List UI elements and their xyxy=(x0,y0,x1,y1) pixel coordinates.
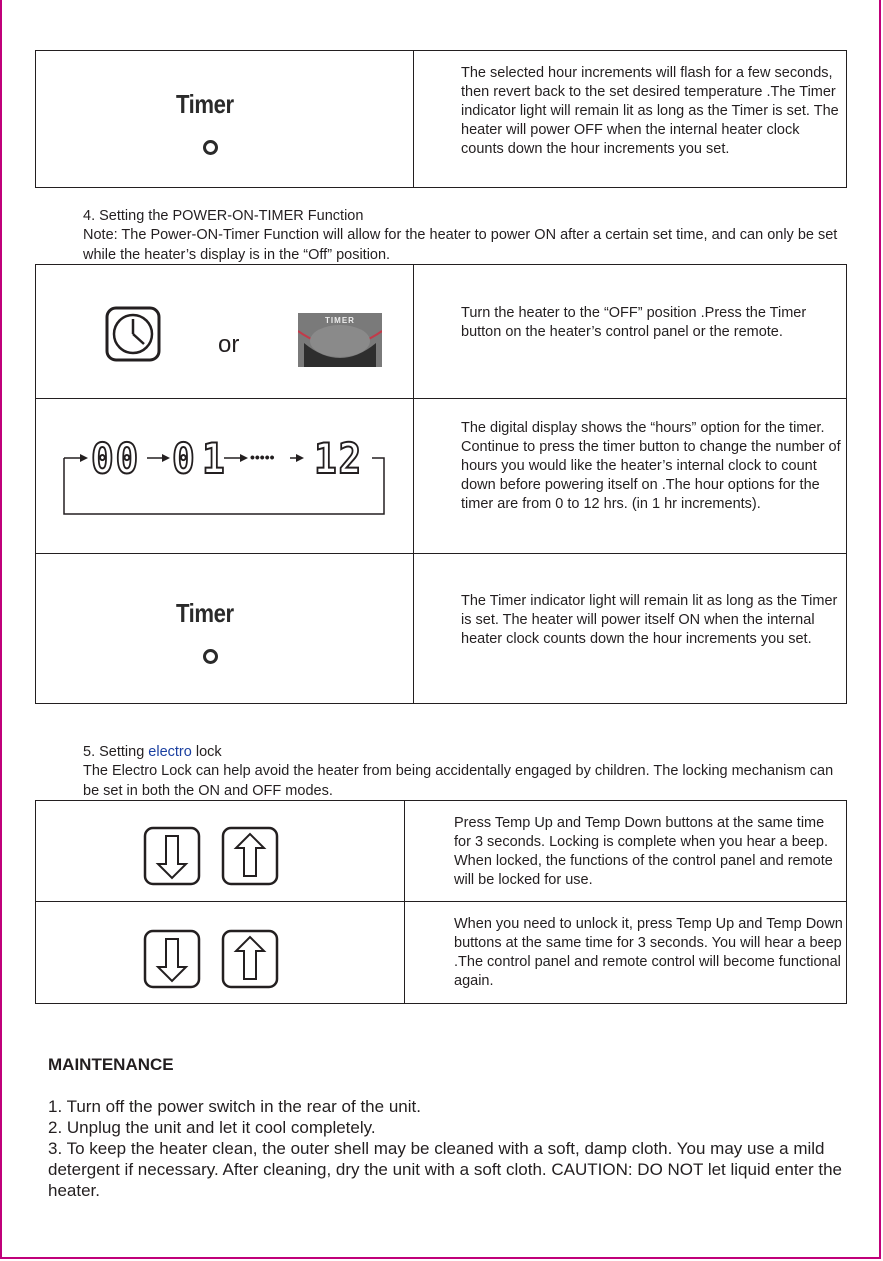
or-label: or xyxy=(218,331,240,358)
timer-off-description: The selected hour increments will flash for a few seconds, then revert back to the set desired temperature .The Timer indicator light will remain lit as long as the Timer is set. The heater will power OFF when the internal heater clock counts down the hour increments you set. xyxy=(461,65,839,157)
maintenance-list xyxy=(48,1096,858,1201)
display-value-12: 12 xyxy=(314,434,364,483)
temp-up-arrow-icon-2 xyxy=(221,929,279,989)
clock-icon xyxy=(105,306,161,362)
timer-display-sequence xyxy=(60,430,390,520)
temp-down-arrow-icon-2 xyxy=(143,929,201,989)
display-value-01: 01 xyxy=(172,434,232,483)
timer-button-label: TIMER xyxy=(325,316,355,325)
hours-option-description: The digital display shows the “hours” option for the timer. Continue to press the timer button to change the number of hours you would like the heater’s internal clock to count down before powering itself on .The hour options for the timer are from 0 to 12 hrs. (in 1 hr increments). xyxy=(461,420,841,512)
lock-description: Press Temp Up and Temp Down buttons at the same time for 3 seconds. Locking is complete when you hear a beep. When locked, the functions of the control panel and remote will be locked for use. xyxy=(454,815,833,888)
timer-on-description: The Timer indicator light will remain lit as long as the Timer is set. The heater will power itself ON when the internal heater clock counts down the hour increments you set. xyxy=(461,593,838,647)
section-4-heading: 4. Setting the POWER-ON-TIMER Function xyxy=(83,208,364,224)
svg-text:•••••: ••••• xyxy=(250,449,275,465)
power-on-timer-table xyxy=(35,264,847,704)
timer-indicator-light-icon-2 xyxy=(203,649,218,664)
section-5-heading xyxy=(83,743,222,763)
maintenance-title: MAINTENANCE xyxy=(48,1055,174,1074)
section-5-heading-prefix: 5. Setting xyxy=(83,744,149,760)
unlock-description: When you need to unlock it, press Temp Up and Temp Down buttons at the same time for 3 seconds. You will hear a beep .The control panel and remote control will become functional again. xyxy=(454,916,843,989)
turn-off-description: Turn the heater to the “OFF” position .Press the Timer button on the heater’s control panel or the remote. xyxy=(461,305,807,340)
temp-up-arrow-icon xyxy=(221,826,279,886)
display-value-00: 00 xyxy=(91,434,141,483)
timer-indicator-label-2: Timer xyxy=(176,598,234,628)
maintenance-item: 3. To keep the heater clean, the outer shell may be cleaned with a soft, damp cloth. You may use a mild detergent if necessary. After cleaning, dry the unit with a soft cloth. CAUTION: DO NOT let liquid enter the heater. xyxy=(48,1139,843,1200)
timer-indicator-table xyxy=(35,50,847,188)
maintenance-item: 2. Unplug the unit and let it cool completely. xyxy=(48,1118,376,1137)
maintenance-item: 1. Turn off the power switch in the rear of the unit. xyxy=(48,1097,421,1116)
section-5-intro: The Electro Lock can help avoid the heater from being accidentally engaged by children. The locking mechanism can be set in both the ON and OFF modes. xyxy=(83,763,834,799)
electro-lock-table xyxy=(35,800,847,1004)
section-5-heading-highlight: electro xyxy=(148,744,192,760)
section-5-heading-suffix: lock xyxy=(191,744,222,760)
temp-down-arrow-icon xyxy=(143,826,201,886)
timer-button-image xyxy=(298,313,382,367)
section-4-note: Note: The Power-ON-Timer Function will allow for the heater to power ON after a certain set time, and can only be set while the heater’s display is in the “Off” position. xyxy=(83,227,838,263)
timer-indicator-light-icon xyxy=(203,140,218,155)
timer-indicator-label: Timer xyxy=(176,89,234,119)
